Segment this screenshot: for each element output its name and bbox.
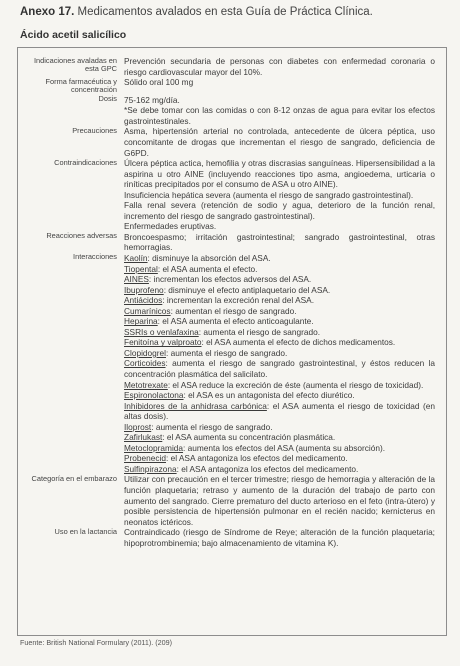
interaccion-item	[124, 348, 435, 359]
drug-name: Ácido acetil salicílico	[20, 29, 127, 41]
interaccion-text: : el ASA es un antagonista del efecto diurético.	[183, 390, 355, 401]
interaccion-text: : aumenta el riesgo de sangrado.	[165, 347, 288, 358]
row-content	[124, 126, 445, 158]
interaccion-item	[124, 337, 435, 348]
interaccion-item	[124, 253, 435, 264]
row-dosis	[20, 95, 445, 127]
row-label: Categoría en el embarazo	[31, 473, 117, 483]
interaccion-item	[124, 295, 435, 306]
contraindicacion-item: Úlcera péptica actica, hemofilia y otras discrasias sanguíneas. Hipersensibilidad a la aspirina u otro AINE (incluyendo reacciones tipo asma, angioedema, urticaria o riníticas precipitados por el consumo de ASA u otro AINE).	[124, 158, 435, 190]
interaccion-drug: Cumarínicos	[124, 305, 171, 316]
interaccion-item	[124, 443, 435, 454]
interaccion-item	[124, 358, 435, 379]
row-reacciones	[20, 232, 445, 253]
interaccion-drug: Antiácidos	[124, 295, 163, 306]
interaccion-drug: Metoclopramida	[124, 442, 184, 453]
interaccion-drug: Metotrexate	[124, 379, 168, 390]
interaccion-item	[124, 432, 435, 443]
interaccion-text: : aumenta el riesgo de sangrado.	[198, 326, 321, 337]
interaccion-drug: Kaolín	[124, 252, 148, 263]
row-label: Uso en la lactancia	[54, 526, 117, 536]
interaccion-drug: Clopidogrel	[124, 347, 166, 358]
dosis-line2: *Se debe tomar con las comidas o con 8-12 onzas de agua para evitar los efectos gastrointestinales.	[124, 105, 435, 126]
row-label: Precauciones	[72, 125, 117, 135]
interaccion-text: : el ASA aumenta el efecto anticoagulante.	[157, 316, 314, 327]
interaccion-drug: Corticoides	[124, 358, 166, 369]
interaccion-text: : aumenta el riesgo de sangrado gastrointestinal, y éstos reducen la concentración plasmática del salicilato.	[124, 358, 435, 379]
interaccion-drug: Inhibidores de la anhidrasa carbónica	[124, 400, 267, 411]
forma-text: Sólido oral 100 mg	[124, 77, 194, 88]
row-content	[124, 95, 445, 127]
drug-info-table	[20, 56, 445, 548]
row-contraindicaciones	[20, 158, 445, 232]
row-forma	[20, 77, 445, 95]
interaccion-text: : disminuye la absorción del ASA.	[147, 252, 271, 263]
row-lactancia	[20, 527, 445, 548]
interaccion-item	[124, 285, 435, 296]
interaccion-text: : el ASA aumenta el riesgo de toxicidad (en altas dosis).	[124, 400, 435, 422]
interaccion-item	[124, 274, 435, 285]
interaccion-text: : incrementan los efectos adversos del ASA.	[148, 274, 312, 285]
interaccion-text: : el ASA aumenta el efecto.	[157, 263, 258, 274]
dosis-line1: 75-162 mg/día.	[124, 94, 180, 105]
interaccion-drug: Probenecid	[124, 453, 166, 464]
interaccion-text: : incrementan la excreción renal del ASA.	[162, 295, 315, 306]
row-label: Contraindicaciones	[54, 157, 117, 167]
row-label: Dosis	[98, 94, 117, 104]
interaccion-drug: Sulfinpirazona	[124, 463, 177, 474]
contraindicacion-item: Falla renal severa (retención de sodio y agua, deterioro de la función renal, incremento del riesgo de sangrado gastrointestinal).	[124, 200, 435, 221]
row-indicaciones	[20, 56, 445, 77]
interaccion-item	[124, 327, 435, 338]
row-content	[124, 527, 445, 548]
interaccion-text: : el ASA antagoniza los efectos del medicamento.	[176, 463, 359, 474]
row-label: Reacciones adversas	[46, 231, 117, 241]
row-content	[124, 158, 445, 232]
interaccion-item	[124, 464, 435, 475]
interaccion-item	[124, 264, 435, 275]
row-label: Indicaciones avaladas en esta GPC	[34, 55, 117, 74]
annex-label: Anexo 17.	[20, 6, 75, 18]
interaccion-drug: Tiopental	[124, 263, 158, 274]
lactancia-text: Contraindicado (riesgo de Síndrome de Reye; alteración de la función plaquetaria; hipoprotrombinemia; bajo almacenamiento de vitamina K).	[124, 527, 435, 548]
row-content	[124, 232, 445, 253]
interaccion-item	[124, 453, 435, 464]
row-label: Forma farmacéutica y concentración	[45, 76, 117, 95]
annex-title-text: Medicamentos avalados en esta Guía de Práctica Clínica.	[77, 6, 373, 18]
interaccion-text: : aumenta los efectos del ASA (aumenta su absorción).	[183, 442, 386, 453]
interaccion-item	[124, 401, 435, 422]
row-label: Interacciones	[73, 252, 117, 262]
annex-title	[20, 6, 450, 18]
interaccion-drug: Ibuprofeno	[124, 284, 164, 295]
row-interacciones	[20, 253, 445, 474]
interaccion-item	[124, 380, 435, 391]
interaccion-text: : el ASA aumenta su concentración plasmática.	[162, 432, 336, 443]
row-content	[124, 253, 445, 474]
interaccion-text: : el ASA aumenta el efecto de dichos medicamentos.	[201, 337, 396, 348]
embarazo-text: Utilizar con precaución en el tercer trimestre; riesgo de hemorragia y alteración de la función plaquetaria; retraso y aumento de la duración del trabajo de parto con aumento del sangrado. Cierre prematuro del ducto arterioso en el feto (intra-útero) y posible persistencia de hipertensión pulmonar en el recién nacido; kernicterus en neonatos ictéricos.	[124, 474, 435, 527]
interaccion-drug: Fenitoína y valproato	[124, 337, 202, 348]
interaccion-item	[124, 422, 435, 433]
row-content	[124, 56, 445, 77]
interaccion-text: : disminuye el efecto antiplaquetario del ASA.	[163, 284, 331, 295]
indicaciones-text: Prevención secundaria de personas con diabetes con enfermedad coronaria o riesgo cardiovascular mayor del 10%.	[124, 56, 435, 77]
interaccion-text: : el ASA antagoniza los efectos del medicamento.	[165, 453, 348, 464]
contraindicacion-item: Enfermedades eruptivas.	[124, 221, 217, 232]
interaccion-drug: Espironolactona	[124, 390, 184, 401]
reacciones-text: Broncoespasmo; irritación gastrointestinal; sangrado gastrointestinal, otras hemorragias.	[124, 231, 435, 253]
row-content	[124, 77, 445, 88]
interaccion-text: : el ASA reduce la excreción de éste (aumenta el riesgo de toxicidad).	[167, 379, 424, 390]
interaccion-text: : aumentan el riesgo de sangrado.	[170, 305, 297, 316]
interaccion-drug: Zafirlukast	[124, 432, 163, 443]
interaccion-drug: SSRIs o venlafaxina	[124, 326, 199, 337]
precauciones-text: Asma, hipertensión arterial no controlada, antecedente de úlcera péptica, uso concomitante de drogas que incrementan el riesgo de sangrado, deficiencia de G6PD.	[124, 126, 435, 158]
interaccion-drug: AINES	[124, 274, 149, 285]
interaccion-item	[124, 306, 435, 317]
row-content	[124, 474, 445, 527]
interaccion-text: : aumenta el riesgo de sangrado.	[151, 421, 273, 432]
row-embarazo	[20, 474, 445, 527]
interaccion-drug: Iloprost	[124, 421, 152, 432]
source-footnote: Fuente: British National Formulary (2011). (209)	[20, 638, 173, 647]
interaccion-item	[124, 316, 435, 327]
interaccion-drug: Heparina	[124, 316, 158, 327]
contraindicacion-item: Insuficiencia hepática severa (aumenta el riesgo de sangrado gastrointestinal).	[124, 189, 414, 200]
row-precauciones	[20, 126, 445, 158]
interaccion-item	[124, 390, 435, 401]
